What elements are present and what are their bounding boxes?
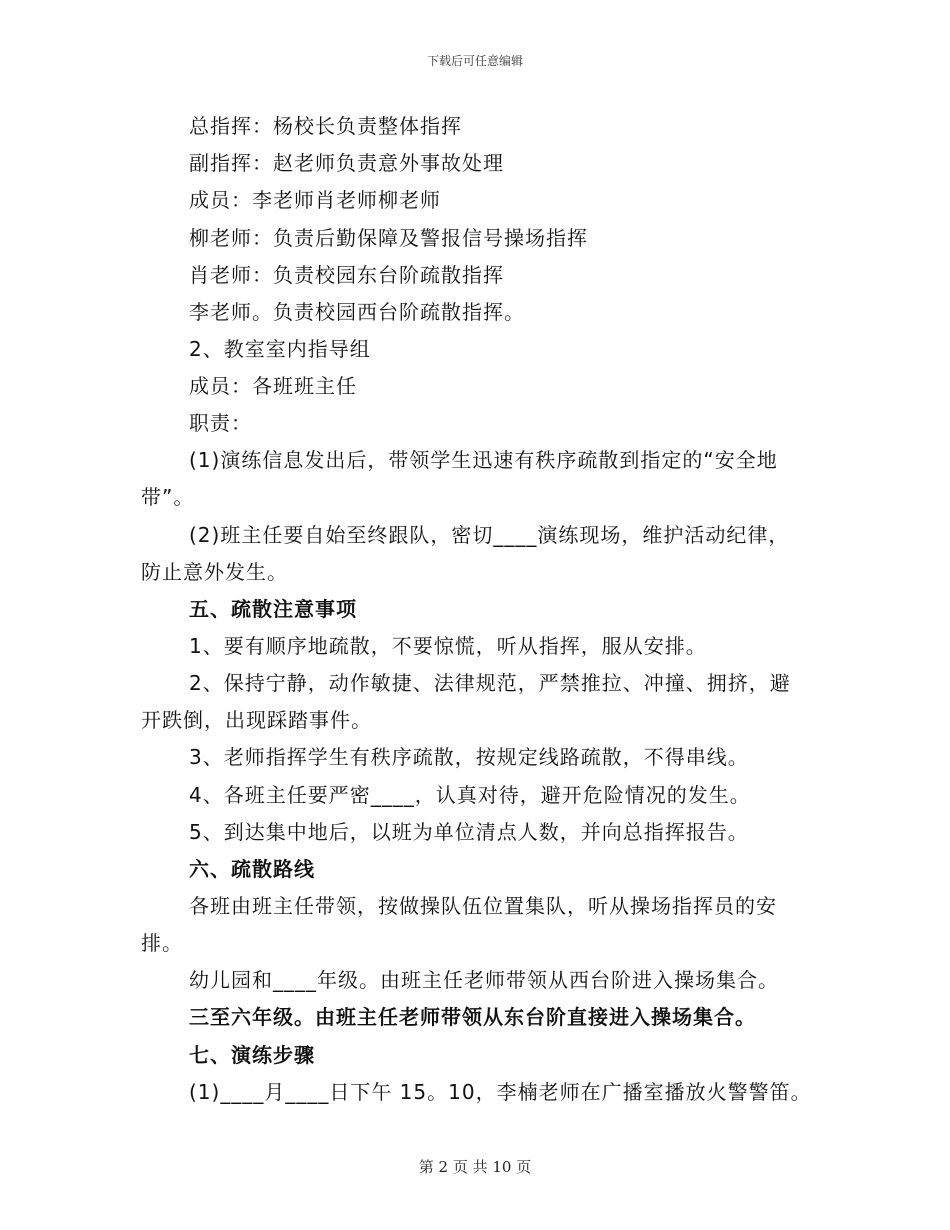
text-line: 成员：各班班主任 — [189, 374, 357, 398]
text-line: (1)____月____日下午 15。10，李楠老师在广播室播放火警警笛。 — [189, 1080, 812, 1104]
text-line: 柳老师：负责后勤保障及警报信号操场指挥 — [189, 226, 588, 250]
text-line: 幼儿园和____年级。由班主任老师带领从西台阶进入操场集合。 — [189, 968, 779, 992]
text-line: (1)演练信息发出后，带领学生迅速有秩序疏散到指定的“安全地 — [189, 448, 778, 472]
section-heading: 七、演练步骤 — [189, 1043, 315, 1067]
section-heading: 五、疏散注意事项 — [189, 597, 357, 621]
page-footer: 第 2 页 共 10 页 — [418, 1158, 532, 1176]
text-line: 2、教室室内指导组 — [189, 337, 371, 361]
text-line: 各班由班主任带领，按做操队伍位置集队，听从操场指挥员的安 — [189, 894, 777, 918]
text-line: 3、老师指挥学生有秩序疏散，按规定线路疏散，不得串线。 — [189, 745, 749, 769]
text-line: 防止意外发生。 — [141, 560, 288, 584]
text-line: 5、到达集中地后，以班为单位清点人数，并向总指挥报告。 — [189, 820, 749, 844]
page-header: 下载后可任意编辑 — [426, 54, 523, 68]
text-line: 2、保持宁静，动作敏捷、法律规范，严禁推拉、冲撞、拥挤，避 — [189, 671, 791, 695]
text-line: 开跌倒，出现踩踏事件。 — [141, 708, 372, 732]
text-line: 成员：李老师肖老师柳老师 — [189, 188, 441, 212]
text-line: (2)班主任要自始至终跟队，密切____演练现场，维护活动纪律， — [189, 523, 790, 547]
text-line: 三至六年级。由班主任老师带领从东台阶直接进入操场集合。 — [189, 1005, 756, 1029]
text-line: 肖老师：负责校园东台阶疏散指挥 — [189, 263, 504, 287]
text-line: 1、要有顺序地疏散，不要惊慌，听从指挥，服从安排。 — [189, 634, 707, 658]
text-line: 带”。 — [141, 485, 195, 509]
text-line: 4、各班主任要严密____，认真对待，避开危险情况的发生。 — [189, 783, 751, 807]
section-heading: 六、疏散路线 — [189, 857, 315, 881]
text-line: 李老师。负责校园西台阶疏散指挥。 — [189, 300, 525, 324]
text-line: 副指挥：赵老师负责意外事故处理 — [189, 151, 504, 175]
text-line: 总指挥：杨校长负责整体指挥 — [189, 114, 462, 138]
text-line: 排。 — [141, 931, 183, 955]
text-line: 职责： — [189, 411, 252, 435]
